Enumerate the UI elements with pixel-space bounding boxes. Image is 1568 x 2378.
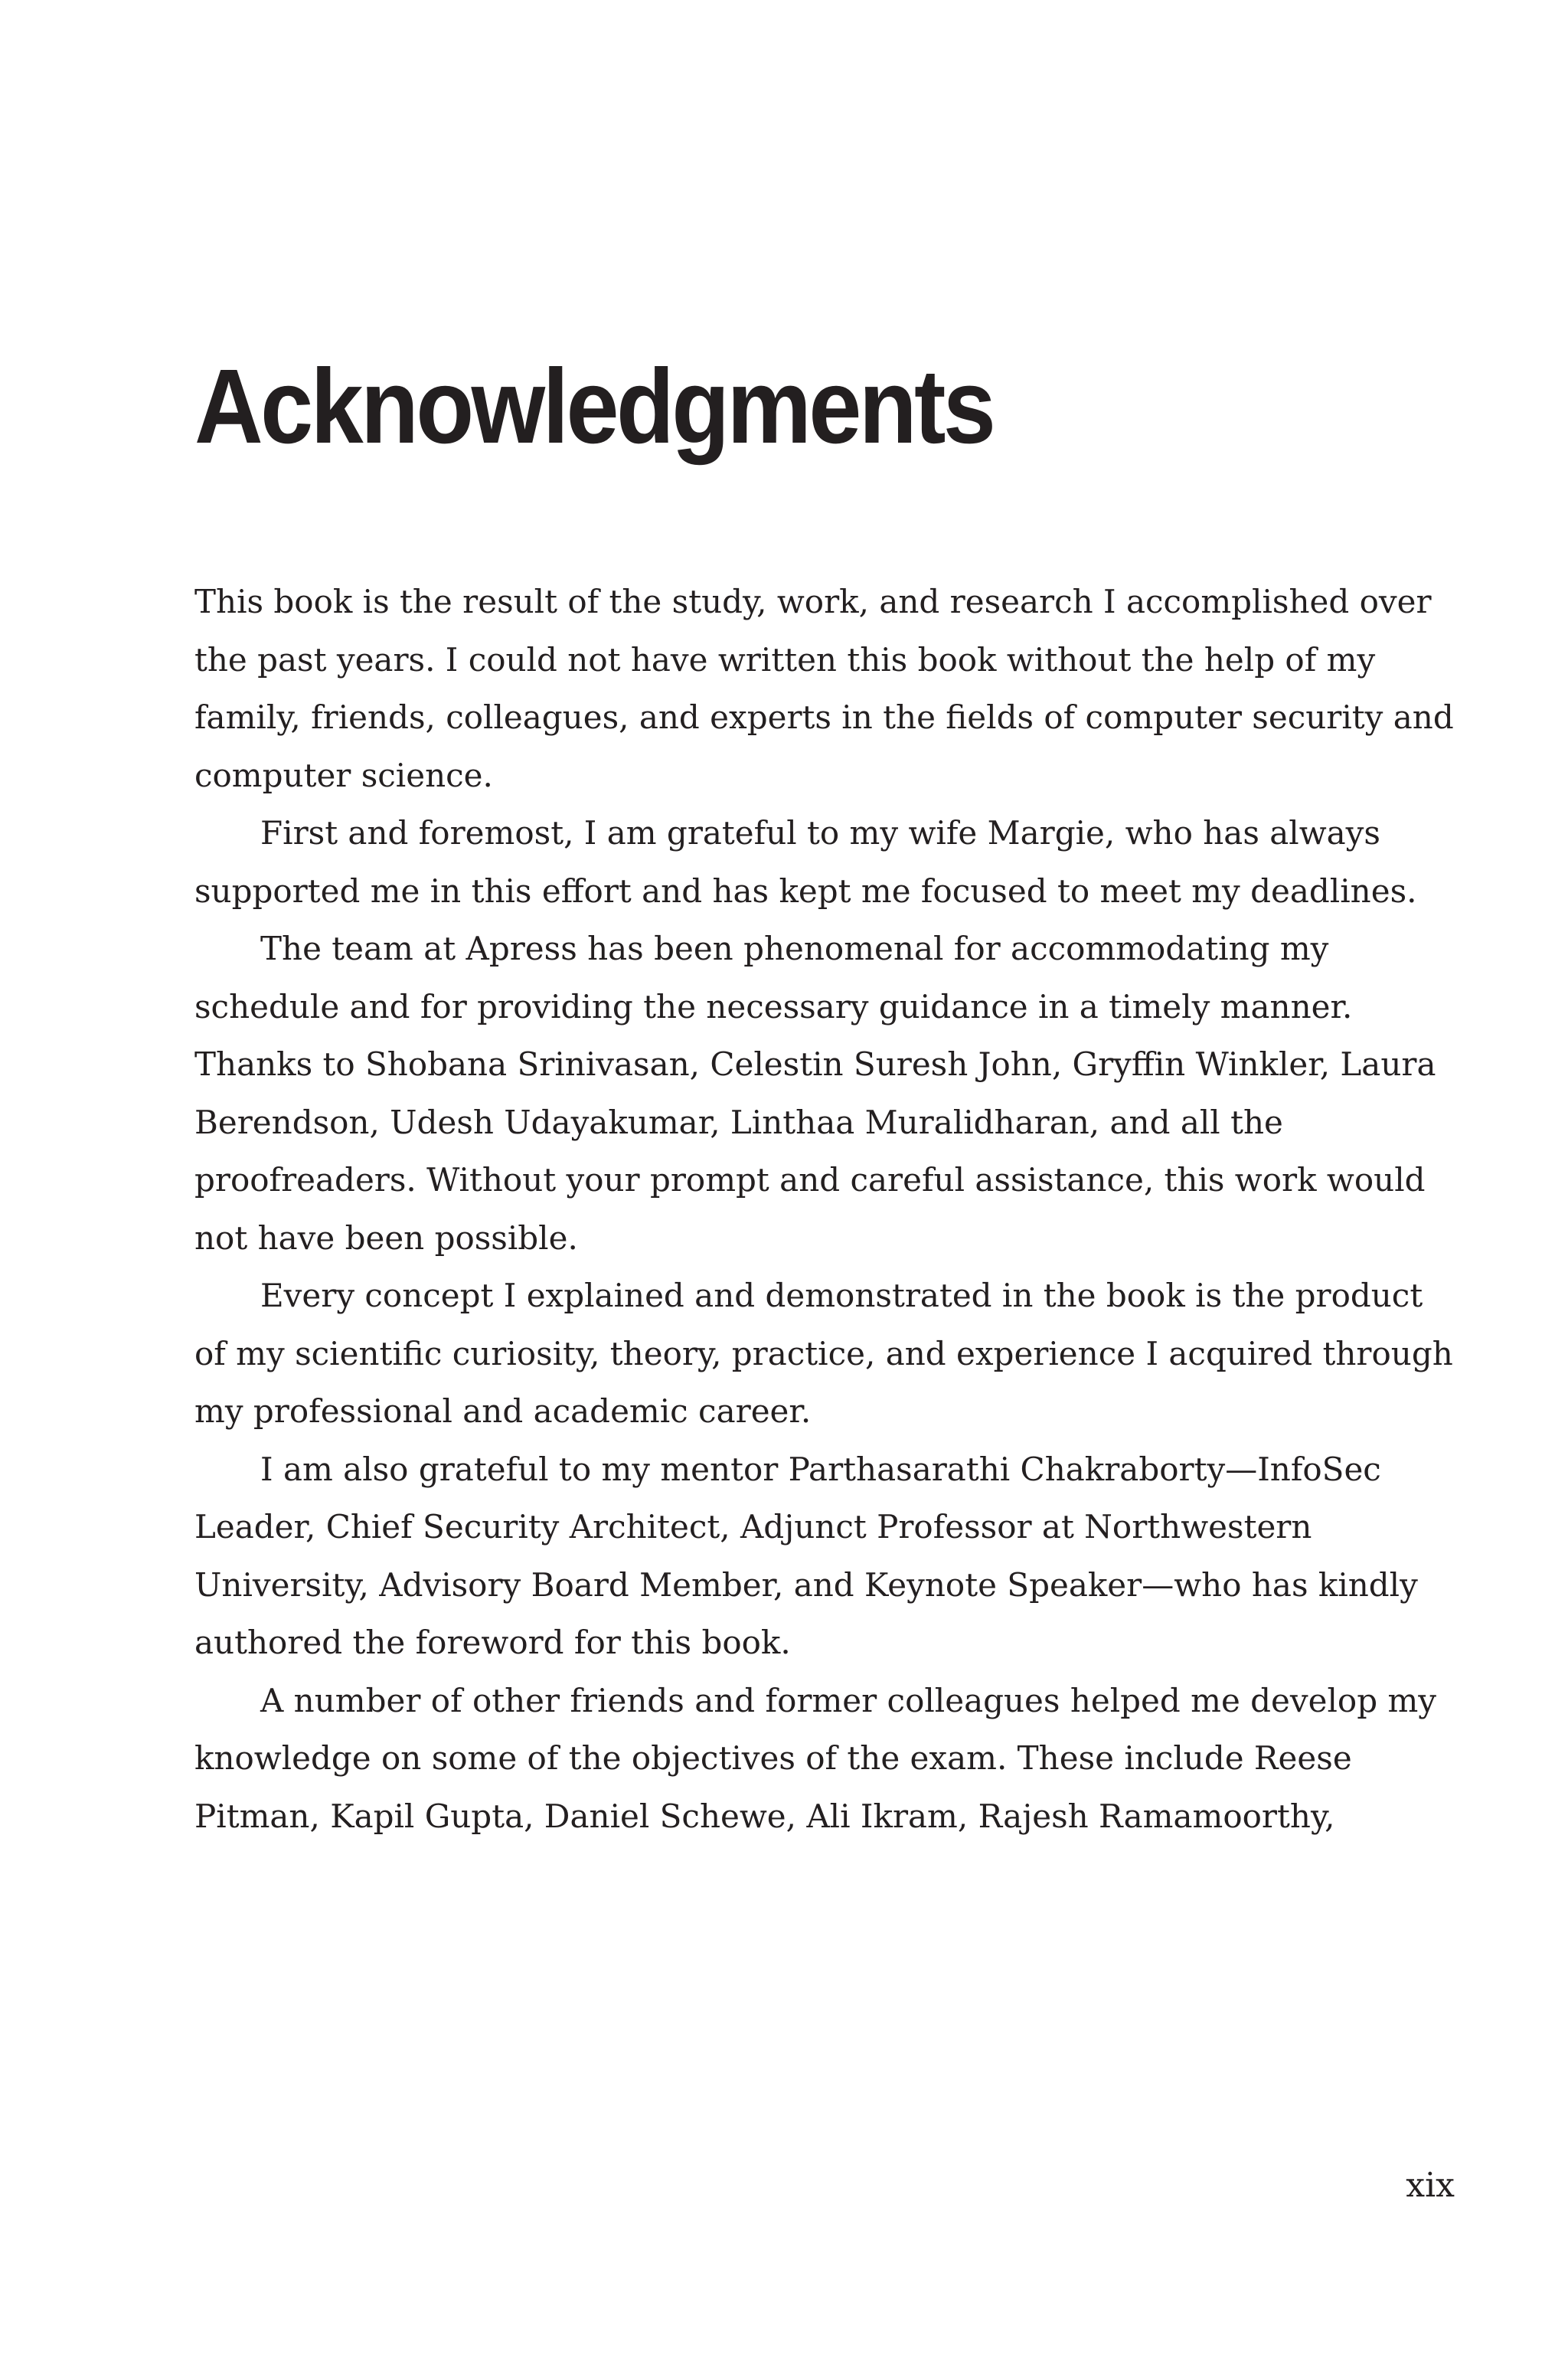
paragraph-mentor: I am also grateful to my mentor Parthasarathi Chakraborty—InfoSec Leader, Chief Security Architect, Adjunct Professor at Northwestern University, Advisory Board Member, and Keynote Speaker—who has kindly authored the foreword for this book.: [194, 1450, 1418, 1661]
paragraph-colleagues: A number of other friends and former colleagues helped me develop my knowledge on some of the objectives of the exam. These include Reese Pitman, Kapil Gupta, Daniel Schewe, Ali Ikram, Rajesh Ramamoorthy,: [194, 1681, 1436, 1835]
paragraph-concepts: Every concept I explained and demonstrated in the book is the product of my scientific curiosity, theory, practice, and experience I acquired through my professional and academic career.: [194, 1277, 1453, 1430]
chapter-title: Acknowledgments: [194, 348, 994, 466]
paragraph-intro: This book is the result of the study, work, and research I accomplished over the past years. I could not have written this book without the help of my family, friends, colleagues, and experts in the fields of computer security and computer science.: [194, 583, 1454, 794]
page-number: xix: [1406, 2166, 1455, 2205]
paragraph-apress-team: The team at Apress has been phenomenal for accommodating my schedule and for providing the necessary guidance in a timely manner. Thanks to Shobana Srinivasan, Celestin Suresh John, Gryffin Winkler, Laura Berendson, Udesh Udayakumar, Linthaa Muralidharan, and all the proofreaders. Without your prompt and careful assistance, this work would not have been possible.: [194, 930, 1436, 1257]
body-text: [194, 573, 1459, 1845]
paragraph-wife: First and foremost, I am grateful to my wife Margie, who has always supported me in this effort and has kept me focused to meet my deadlines.: [194, 814, 1417, 910]
